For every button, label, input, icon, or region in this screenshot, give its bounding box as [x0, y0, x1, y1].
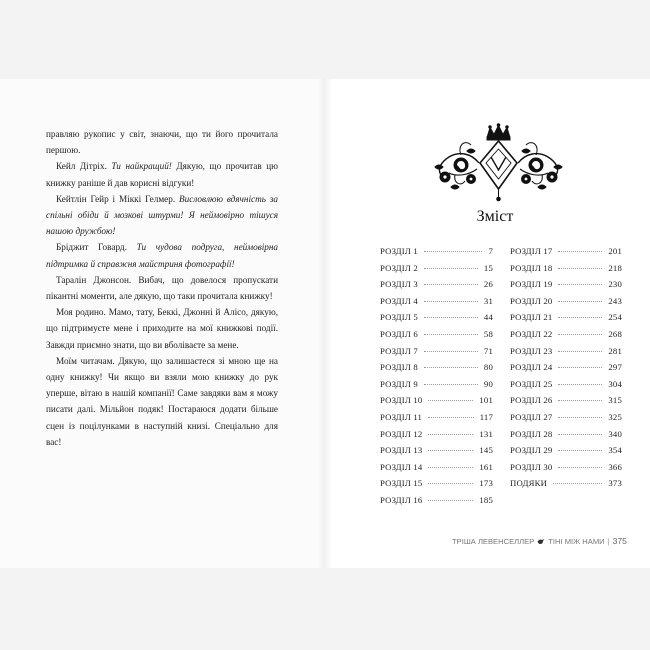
toc-entry-page: 297	[608, 362, 622, 373]
toc-entry-label: РОЗДІЛ 9	[380, 378, 418, 389]
paragraph	[46, 272, 278, 304]
toc-entry	[510, 329, 622, 346]
toc-entry-label: РОЗДІЛ 26	[510, 395, 553, 406]
text-segment: Кейтлін Гейр і Міккі Гелмер.	[56, 193, 179, 204]
toc-entry	[380, 495, 493, 512]
dot-leader	[428, 417, 474, 418]
toc-entry-label: РОЗДІЛ 18	[510, 262, 553, 273]
toc-entry	[380, 279, 493, 296]
toc-entry-page: 254	[608, 312, 622, 323]
toc-entry-label: РОЗДІЛ 29	[510, 445, 553, 456]
toc-entry	[380, 412, 493, 429]
toc-entry-label: РОЗДІЛ 11	[380, 411, 423, 422]
toc-entry-label: РОЗДІЛ 24	[510, 362, 553, 373]
toc-entry	[380, 246, 493, 263]
toc-entry	[510, 429, 622, 446]
dot-leader	[558, 351, 602, 352]
paragraph	[46, 239, 278, 271]
toc-entry	[380, 312, 493, 329]
toc-entry-label: РОЗДІЛ 7	[380, 345, 418, 356]
italic-text: Ти чудова подруга, неймовірна підтримка й справжня майстриня фотографії!	[46, 242, 279, 269]
toc-entry-page: 161	[479, 461, 493, 472]
paragraph	[46, 353, 278, 450]
toc-entry	[380, 429, 493, 446]
toc-entry	[510, 346, 622, 363]
page-footer	[452, 536, 627, 546]
dot-leader	[424, 284, 478, 285]
dot-leader	[553, 483, 602, 484]
dot-leader	[558, 268, 602, 269]
toc-entry-page: 90	[483, 378, 493, 389]
toc-entry-label: РОЗДІЛ 16	[380, 494, 423, 505]
footer-separator: |	[607, 536, 610, 546]
toc-entry	[380, 379, 493, 396]
dot-leader	[424, 351, 478, 352]
dot-leader	[424, 268, 478, 269]
paragraph	[46, 191, 278, 240]
toc-entry	[380, 362, 493, 379]
toc-entry-page: 185	[479, 494, 493, 505]
paragraph	[46, 304, 278, 353]
toc-entry-label: РОЗДІЛ 19	[510, 279, 553, 290]
toc-entry	[380, 395, 493, 412]
toc-entry-label: РОЗДІЛ 22	[510, 328, 553, 339]
paragraph	[46, 158, 278, 190]
toc-entry-page: 117	[479, 411, 493, 422]
toc-entry-label: РОЗДІЛ 10	[380, 395, 423, 406]
dot-leader	[424, 334, 478, 335]
toc-entry-page: 80	[483, 362, 493, 373]
toc-entry-page: 7	[488, 246, 493, 256]
toc-entry-label: РОЗДІЛ 17	[510, 246, 553, 256]
toc-entry	[510, 412, 622, 429]
dot-leader	[424, 251, 483, 252]
dot-leader	[428, 434, 473, 435]
toc-entry	[510, 312, 622, 329]
left-page	[0, 79, 325, 568]
dot-leader	[558, 334, 602, 335]
dot-leader	[424, 317, 478, 318]
dot-leader	[558, 367, 602, 368]
toc-entry	[380, 462, 493, 479]
toc-title: Зміст	[476, 208, 514, 225]
footer-book-title: ТІНІ МІЖ НАМИ	[548, 536, 605, 546]
acknowledgements-text	[46, 126, 278, 450]
italic-text: Ти найкращий!	[111, 161, 172, 172]
toc-entry-label: РОЗДІЛ 8	[380, 362, 418, 373]
toc-entry-label: РОЗДІЛ 14	[380, 461, 423, 472]
toc-entry-page: 26	[483, 279, 493, 290]
page-gutter	[318, 79, 332, 568]
toc-entry-page: 101	[479, 395, 493, 406]
toc-entry	[510, 462, 622, 479]
toc-column-1	[380, 246, 493, 512]
toc-entry	[380, 346, 493, 363]
text-segment: Дякую, що прочитав цю книжку раніше й дав корисні відгуки!	[46, 161, 278, 188]
toc-entry-label: РОЗДІЛ 25	[510, 378, 553, 389]
dot-leader	[428, 483, 473, 484]
toc-entry	[510, 362, 622, 379]
footer-author: ТРІША ЛЕВЕНСЕЛЛЕР	[452, 536, 535, 546]
toc-entry-page: 268	[608, 328, 622, 339]
toc-entry-label: РОЗДІЛ 4	[380, 295, 418, 306]
toc-entry-label: РОЗДІЛ 27	[510, 411, 553, 422]
dot-leader	[558, 301, 602, 302]
toc-entry-page: 71	[483, 345, 493, 356]
dot-leader	[428, 500, 473, 501]
toc-entry-label: ПОДЯКИ	[510, 478, 548, 489]
toc-entry	[380, 329, 493, 346]
toc-entry-label: РОЗДІЛ 21	[510, 312, 553, 323]
toc-entry-page: 201	[608, 246, 622, 256]
toc-entry	[510, 379, 622, 396]
text-segment: Бріджит Говард.	[56, 242, 137, 253]
text-segment: Моїм читачам. Дякую, що залишаєтеся зі мною ще на одну книжку! Чи якщо ви взяли мою книжку до рук уперше, вітаю в нашій компанії! Саме завдяки вам я можу писати далі. Мільйон подяк! Постараюся додати більше сцен із поцілунками в наступній книзі. Спеціально для вас!	[46, 355, 278, 447]
toc-entry-page: 281	[608, 345, 622, 356]
text-segment: Кейл Дітріх.	[56, 161, 112, 172]
toc-entry-page: 243	[608, 295, 622, 306]
toc-entry	[510, 279, 622, 296]
dot-leader	[558, 467, 602, 468]
bird-icon	[537, 538, 545, 545]
text-segment: Моя родино. Мамо, тату, Беккі, Джонні й Алісо, дякую, що підтримуєте мене і приходите на мої книжкові події. Завжди приємно знати, що ви вболіваєте за мене.	[46, 307, 278, 350]
toc-entry-label: РОЗДІЛ 1	[380, 246, 418, 256]
dot-leader	[424, 367, 478, 368]
toc-entry-label: РОЗДІЛ 2	[380, 262, 418, 273]
dot-leader	[558, 251, 602, 252]
toc-entry-label: РОЗДІЛ 3	[380, 279, 418, 290]
toc-entry-page: 15	[483, 262, 493, 273]
dot-leader	[428, 450, 473, 451]
toc-entry-page: 131	[479, 428, 493, 439]
toc-entry-page: 366	[608, 461, 622, 472]
dot-leader	[558, 284, 602, 285]
toc-entry-label: РОЗДІЛ 6	[380, 328, 418, 339]
toc-entry-page: 315	[608, 395, 622, 406]
toc-entry	[510, 246, 622, 263]
dot-leader	[428, 400, 473, 401]
toc-entry-page: 373	[608, 478, 622, 489]
toc-entry-page: 230	[608, 279, 622, 290]
toc-entry-page: 173	[479, 478, 493, 489]
toc-entry-label: РОЗДІЛ 12	[380, 428, 423, 439]
dot-leader	[558, 417, 602, 418]
dot-leader	[424, 301, 478, 302]
toc-entry-page: 31	[483, 295, 493, 306]
toc-entry	[380, 445, 493, 462]
toc-entry	[380, 263, 493, 280]
toc-entry-page: 145	[479, 445, 493, 456]
toc-entry-label: РОЗДІЛ 5	[380, 312, 418, 323]
toc-entry-page: 304	[608, 378, 622, 389]
toc-entry	[510, 296, 622, 313]
text-segment: Таралін Джонсон. Вибач, що довелося пропускати пікантні моменти, але дякую, що таки прочитала книжку!	[46, 274, 278, 302]
toc-entry-page: 340	[608, 428, 622, 439]
toc-entry-label: РОЗДІЛ 28	[510, 428, 553, 439]
toc-entry	[510, 445, 622, 462]
dot-leader	[558, 450, 602, 451]
toc-entry-page: 325	[608, 411, 622, 422]
toc-entry-label: РОЗДІЛ 30	[510, 461, 553, 472]
toc-entry-label: РОЗДІЛ 23	[510, 345, 553, 356]
toc-entry-label: РОЗДІЛ 13	[380, 445, 423, 456]
crown-rose-ornament-icon	[431, 123, 566, 203]
toc-entry-label: РОЗДІЛ 15	[380, 478, 423, 489]
dot-leader	[428, 467, 473, 468]
dot-leader	[558, 434, 602, 435]
text-segment: правляю рукопис у світ, знаючи, що ти його прочитала першою.	[46, 129, 278, 156]
paragraph	[46, 126, 278, 158]
toc-entry	[380, 478, 493, 495]
dot-leader	[424, 384, 478, 385]
toc-entry	[510, 395, 622, 412]
dot-leader	[558, 400, 602, 401]
dot-leader	[558, 317, 602, 318]
italic-text: Висловлюю вдячність за спільні обіди й мозкові штурми! Я неймовірно тішуся нашою дружбою!	[46, 193, 278, 237]
toc-entry-page: 354	[608, 445, 622, 456]
toc-column-2	[510, 246, 622, 495]
toc-entry	[510, 478, 622, 495]
toc-entry	[510, 263, 622, 280]
toc-entry-page: 58	[483, 328, 493, 339]
dot-leader	[558, 384, 602, 385]
toc-entry-page: 44	[483, 312, 493, 323]
page-number: 375	[612, 536, 627, 546]
toc-entry-page: 218	[608, 262, 622, 273]
toc-entry-label: РОЗДІЛ 20	[510, 295, 553, 306]
toc-entry	[380, 296, 493, 313]
